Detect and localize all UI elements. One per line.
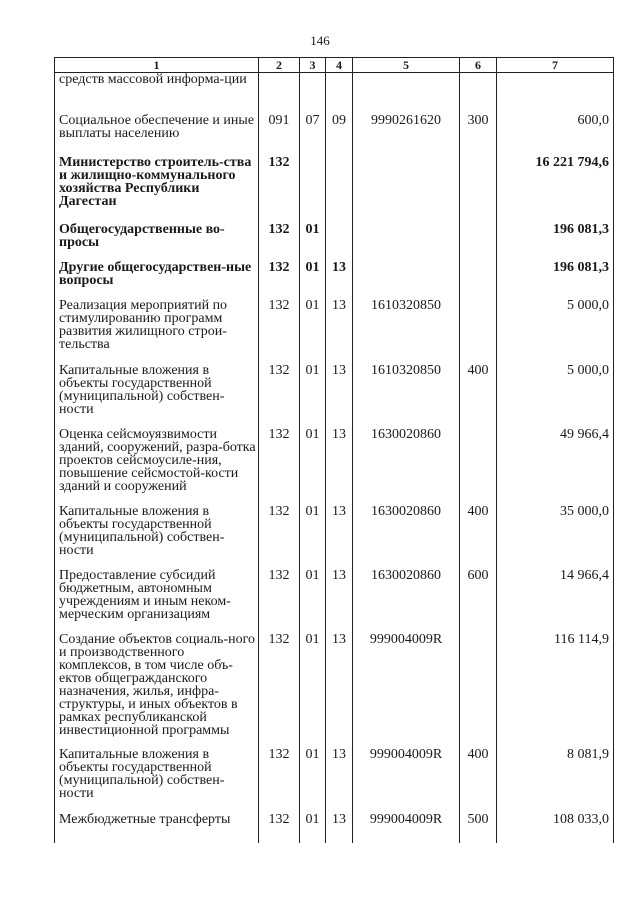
amount-cell: 49 966,4 [497, 428, 614, 505]
page-number: 146 [310, 33, 330, 48]
expense-type-cell: 600 [460, 569, 497, 633]
subsection-cell: 13 [326, 569, 353, 633]
code-cell: 132 [259, 505, 300, 569]
target-item-cell [353, 223, 460, 261]
row-name-cell: Оценка сейсмоуязвимости зданий, сооружений, разра-ботка проектов сейсмоусиле-ния, повышение сейсмостой-кости зданий и сооружений [55, 428, 259, 505]
amount-cell [497, 73, 614, 115]
table-row [55, 223, 614, 261]
target-item-cell: 1630020860 [353, 428, 460, 505]
expense-type-cell [460, 261, 497, 299]
table-row [55, 748, 614, 813]
column-header: 7 [497, 58, 614, 73]
row-name-cell: средств массовой информа-ции [55, 73, 259, 115]
amount-cell: 5 000,0 [497, 364, 614, 428]
table-row [55, 364, 614, 428]
code-cell: 132 [259, 299, 300, 364]
table-row [55, 299, 614, 364]
expense-type-cell: 400 [460, 748, 497, 813]
target-item-cell [353, 156, 460, 223]
table-row [55, 428, 614, 505]
target-item-cell: 1630020860 [353, 505, 460, 569]
subsection-cell: 13 [326, 633, 353, 748]
target-item-cell: 9990261620 [353, 114, 460, 156]
target-item-cell: 1630020860 [353, 569, 460, 633]
amount-cell: 14 966,4 [497, 569, 614, 633]
subsection-cell: 13 [326, 813, 353, 843]
section-cell: 01 [300, 261, 326, 299]
code-cell: 091 [259, 114, 300, 156]
target-item-cell: 1610320850 [353, 299, 460, 364]
amount-cell: 196 081,3 [497, 261, 614, 299]
section-cell [300, 73, 326, 115]
target-item-cell [353, 261, 460, 299]
section-cell: 01 [300, 428, 326, 505]
section-cell: 01 [300, 223, 326, 261]
table-row [55, 569, 614, 633]
subsection-cell [326, 73, 353, 115]
column-header: 3 [300, 58, 326, 73]
amount-cell: 16 221 794,6 [497, 156, 614, 223]
target-item-cell [353, 73, 460, 115]
row-name-cell: Общегосударственные во-просы [55, 223, 259, 261]
code-cell: 132 [259, 223, 300, 261]
subsection-cell: 13 [326, 364, 353, 428]
target-item-cell: 999004009R [353, 633, 460, 748]
column-header: 6 [460, 58, 497, 73]
section-cell: 01 [300, 633, 326, 748]
section-cell: 01 [300, 813, 326, 843]
subsection-cell: 09 [326, 114, 353, 156]
subsection-cell: 13 [326, 261, 353, 299]
header-row [55, 58, 614, 73]
code-cell: 132 [259, 813, 300, 843]
expense-type-cell [460, 633, 497, 748]
subsection-cell [326, 156, 353, 223]
expense-type-cell: 500 [460, 813, 497, 843]
row-name-cell: Другие общегосударствен-ные вопросы [55, 261, 259, 299]
column-header: 4 [326, 58, 353, 73]
table-row [55, 156, 614, 223]
code-cell: 132 [259, 569, 300, 633]
section-cell: 01 [300, 505, 326, 569]
row-name-cell: Капитальные вложения в объекты государственной (муниципальной) собствен-ности [55, 505, 259, 569]
expense-type-cell [460, 156, 497, 223]
row-name-cell: Капитальные вложения в объекты государственной (муниципальной) собствен-ности [55, 364, 259, 428]
amount-cell: 600,0 [497, 114, 614, 156]
amount-cell: 35 000,0 [497, 505, 614, 569]
expense-type-cell: 300 [460, 114, 497, 156]
amount-cell: 196 081,3 [497, 223, 614, 261]
expense-type-cell: 400 [460, 505, 497, 569]
code-cell: 132 [259, 364, 300, 428]
expense-type-cell [460, 428, 497, 505]
expense-type-cell [460, 73, 497, 115]
subsection-cell: 13 [326, 505, 353, 569]
table-row [55, 114, 614, 156]
code-cell [259, 73, 300, 115]
code-cell: 132 [259, 633, 300, 748]
target-item-cell: 999004009R [353, 813, 460, 843]
column-header: 1 [55, 58, 259, 73]
expense-type-cell: 400 [460, 364, 497, 428]
table-row [55, 505, 614, 569]
table-row [55, 633, 614, 748]
row-name-cell: Реализация мероприятий по стимулированию программ развития жилищного строи-тельства [55, 299, 259, 364]
section-cell: 07 [300, 114, 326, 156]
row-name-cell: Создание объектов социаль-ного и производственного комплексов, в том числе объ-ектов общегражданского назначения, жилья, инфра-структуры, и иных объектов в рамках республиканской инвестиционной программы [55, 633, 259, 748]
table-row [55, 261, 614, 299]
amount-cell: 108 033,0 [497, 813, 614, 843]
row-name-cell: Капитальные вложения в объекты государственной (муниципальной) собствен-ности [55, 748, 259, 813]
subsection-cell: 13 [326, 748, 353, 813]
target-item-cell: 999004009R [353, 748, 460, 813]
code-cell: 132 [259, 261, 300, 299]
subsection-cell [326, 223, 353, 261]
target-item-cell: 1610320850 [353, 364, 460, 428]
section-cell: 01 [300, 569, 326, 633]
amount-cell: 8 081,9 [497, 748, 614, 813]
table-row [55, 813, 614, 843]
code-cell: 132 [259, 748, 300, 813]
row-name-cell: Социальное обеспечение и иные выплаты населению [55, 114, 259, 156]
budget-table [54, 57, 614, 843]
row-name-cell: Межбюджетные трансферты [55, 813, 259, 843]
column-header: 2 [259, 58, 300, 73]
row-name-cell: Министерство строитель-ства и жилищно-коммунального хозяйства Республики Дагестан [55, 156, 259, 223]
expense-type-cell [460, 223, 497, 261]
row-name-cell: Предоставление субсидий бюджетным, автономным учреждениям и иным неком-мерческим организациям [55, 569, 259, 633]
subsection-cell: 13 [326, 428, 353, 505]
section-cell: 01 [300, 299, 326, 364]
expense-type-cell [460, 299, 497, 364]
subsection-cell: 13 [326, 299, 353, 364]
amount-cell: 5 000,0 [497, 299, 614, 364]
table-row [55, 73, 614, 115]
amount-cell: 116 114,9 [497, 633, 614, 748]
code-cell: 132 [259, 156, 300, 223]
section-cell [300, 156, 326, 223]
section-cell: 01 [300, 748, 326, 813]
code-cell: 132 [259, 428, 300, 505]
column-header: 5 [353, 58, 460, 73]
section-cell: 01 [300, 364, 326, 428]
